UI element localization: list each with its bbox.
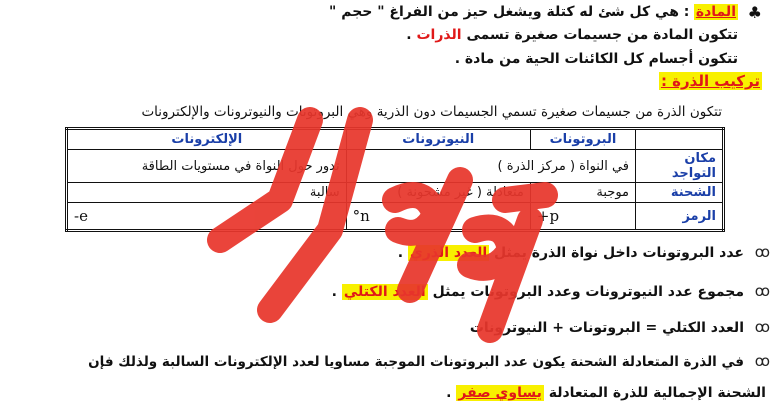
loop-bullet-icon: ꝏ [754,352,770,370]
table-cell: تدور حول النواة في مستويات الطاقة [67,150,347,183]
table-corner [636,129,724,150]
table-row [67,183,724,203]
definition-text: : هي كل شئ له كتلة ويشغل حيز من الفراغ " حجم " [329,4,690,20]
table-header: البروتونات [530,129,635,150]
row-label: الرمز [636,203,724,231]
section-title: تركيب الذرة : [660,72,760,90]
list-item-end: . [331,284,337,300]
particles-table [65,127,725,232]
paragraph-atoms-text: تتكون المادة من جسيمات صغيرة تسمى [466,27,738,43]
term-atoms: الذرات [416,27,462,43]
list-item [398,244,744,262]
table-cell: متعادلة ( غير مشحونة ) [346,183,530,203]
list-item: العدد الكتلي = البروتونات + النيوترونات [469,320,744,336]
loop-bullet-icon: ꝏ [754,318,770,336]
paragraph-living: تتكون أجسام كل الكائنات الحية من مادة . [454,51,738,67]
list-item-text: مجموع عدد النيوترونات وعدد البروتونات يمثل [432,284,744,300]
table-cell: موجبة [530,183,635,203]
table-row [67,150,724,183]
definition-line [329,3,738,21]
list-item-end: . [397,245,404,261]
table-header-row [67,129,724,150]
list-item: في الذرة المتعادلة الشحنة يكون عدد البروتونات الموجبة مساويا لعدد الإلكترونات السالبة ولذلك فإن [88,354,744,370]
watermark-stroke [490,220,530,330]
intro-text: تتكون الذرة من جسيمات صغيرة تسمي الجسيمات دون الذرية وهي البروتونات والنيوترونات والإلكترونات [141,104,722,120]
paragraph-atoms [406,26,738,44]
row-label: مكان التواجد [636,150,724,183]
list-item-text: الشحنة الإجمالية للذرة المتعادلة [548,385,766,401]
term-mass-number: العدد الكتلي [343,284,426,300]
table-header: النيوترونات [346,129,530,150]
electron-symbol: e- [67,203,347,231]
table-header: الإلكترونات [67,129,347,150]
table-cell: في النواة ( مركز الذرة ) [346,150,635,183]
club-icon: ♣ [747,3,762,22]
table-cell: سالبة [67,183,347,203]
loop-bullet-icon: ꝏ [754,282,770,300]
paragraph-atoms-end: . [406,27,412,43]
list-item-text: عدد البروتونات داخل نواة الذرة يمثل [494,245,744,261]
term-atomic-number: العدد الذري [409,245,488,261]
list-item-continuation [446,384,766,402]
table-row [67,203,724,231]
loop-bullet-icon: ꝏ [754,243,770,261]
term-zero: يساوي صفر [458,385,542,401]
list-item-end: . [446,385,452,401]
list-item [332,283,744,301]
row-label: الشحنة [636,183,724,203]
definition-label: المادة [695,4,736,20]
proton-symbol: p+ [530,203,635,231]
neutron-symbol: n° [346,203,530,231]
